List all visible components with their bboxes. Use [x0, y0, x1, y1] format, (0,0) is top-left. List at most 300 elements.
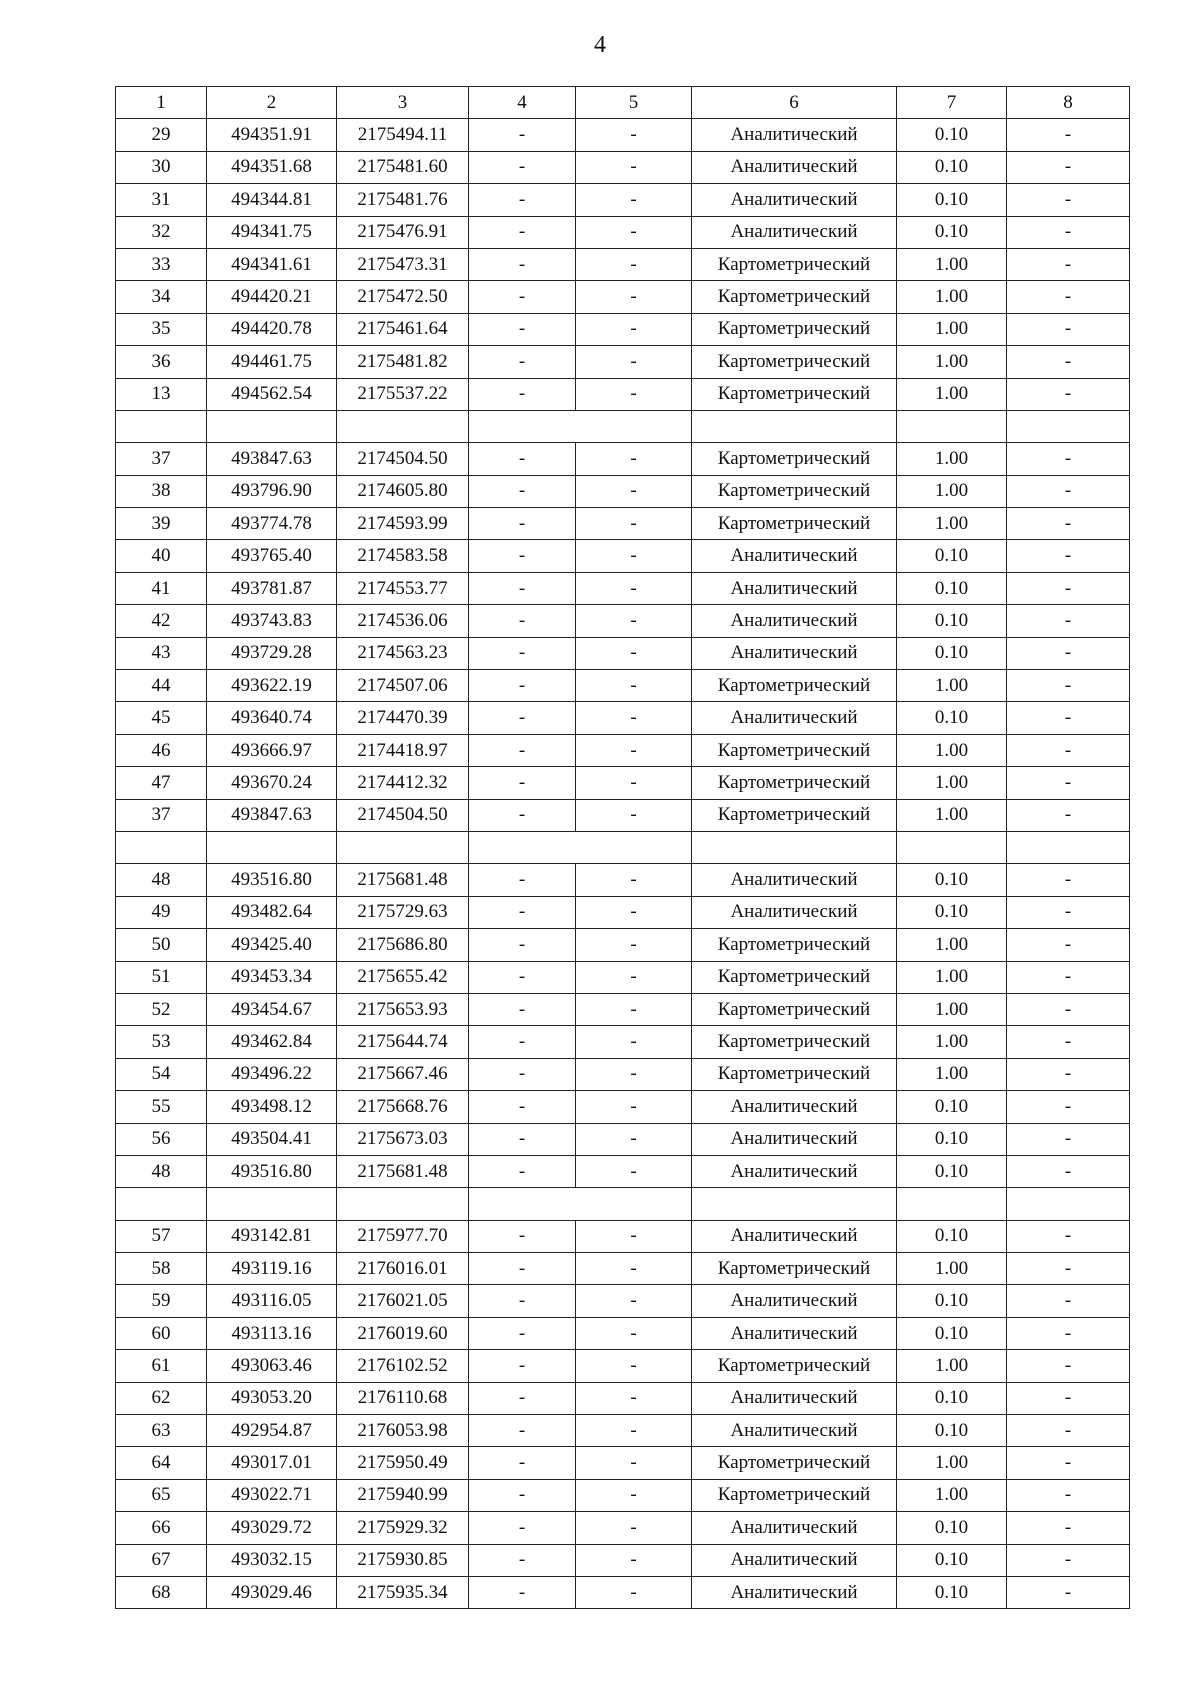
- header-row: [116, 87, 1130, 119]
- cell-col-4: -: [469, 151, 576, 183]
- table-row: [116, 540, 1130, 572]
- cell-col-5: -: [576, 151, 692, 183]
- cell-col-3: 2176016.01: [337, 1253, 469, 1285]
- cell-col-4: -: [469, 119, 576, 151]
- cell-col-1: 66: [116, 1512, 207, 1544]
- separator-cell: [897, 1188, 1007, 1220]
- cell-col-1: 67: [116, 1544, 207, 1576]
- cell-col-5: -: [576, 1382, 692, 1414]
- cell-col-1: 68: [116, 1576, 207, 1608]
- cell-col-5: -: [576, 799, 692, 831]
- cell-col-5: -: [576, 443, 692, 475]
- cell-col-8: -: [1007, 993, 1130, 1025]
- cell-col-4: -: [469, 605, 576, 637]
- cell-col-4: -: [469, 702, 576, 734]
- cell-col-1: 36: [116, 346, 207, 378]
- cell-col-6: Картометрический: [692, 961, 897, 993]
- cell-col-8: -: [1007, 1350, 1130, 1382]
- table-row: [116, 508, 1130, 540]
- cell-col-1: 48: [116, 864, 207, 896]
- cell-col-4: -: [469, 929, 576, 961]
- cell-col-5: -: [576, 929, 692, 961]
- cell-col-4: -: [469, 1058, 576, 1090]
- cell-col-8: -: [1007, 1544, 1130, 1576]
- table-row: [116, 864, 1130, 896]
- cell-col-6: Аналитический: [692, 1317, 897, 1349]
- cell-col-1: 48: [116, 1155, 207, 1187]
- cell-col-5: -: [576, 184, 692, 216]
- cell-col-7: 0.10: [897, 1317, 1007, 1349]
- cell-col-6: Картометрический: [692, 734, 897, 766]
- group-separator-row: [116, 831, 1130, 863]
- cell-col-4: -: [469, 346, 576, 378]
- cell-col-5: -: [576, 1512, 692, 1544]
- cell-col-2: 493454.67: [207, 993, 337, 1025]
- cell-col-2: 493765.40: [207, 540, 337, 572]
- cell-col-6: Картометрический: [692, 378, 897, 410]
- cell-col-2: 493670.24: [207, 767, 337, 799]
- cell-col-6: Аналитический: [692, 864, 897, 896]
- separator-cell: [116, 410, 207, 442]
- cell-col-4: -: [469, 378, 576, 410]
- cell-col-3: 2175686.80: [337, 929, 469, 961]
- table-row: [116, 1350, 1130, 1382]
- cell-col-2: 493029.72: [207, 1512, 337, 1544]
- cell-col-5: -: [576, 1479, 692, 1511]
- cell-col-1: 59: [116, 1285, 207, 1317]
- cell-col-3: 2176019.60: [337, 1317, 469, 1349]
- cell-col-4: -: [469, 1447, 576, 1479]
- cell-col-3: 2175473.31: [337, 248, 469, 280]
- cell-col-6: Картометрический: [692, 1479, 897, 1511]
- cell-col-4: -: [469, 475, 576, 507]
- cell-col-3: 2176110.68: [337, 1382, 469, 1414]
- separator-cell: [1007, 831, 1130, 863]
- cell-col-7: 1.00: [897, 346, 1007, 378]
- cell-col-7: 0.10: [897, 1220, 1007, 1252]
- table-row: [116, 1544, 1130, 1576]
- table-row: [116, 702, 1130, 734]
- table-row: [116, 1512, 1130, 1544]
- cell-col-3: 2174553.77: [337, 572, 469, 604]
- cell-col-5: -: [576, 119, 692, 151]
- cell-col-7: 1.00: [897, 1058, 1007, 1090]
- cell-col-2: 493743.83: [207, 605, 337, 637]
- cell-col-3: 2175729.63: [337, 896, 469, 928]
- cell-col-1: 37: [116, 443, 207, 475]
- cell-col-5: -: [576, 1447, 692, 1479]
- cell-col-5: -: [576, 1350, 692, 1382]
- cell-col-5: -: [576, 1285, 692, 1317]
- table-row: [116, 1447, 1130, 1479]
- separator-cell: [897, 831, 1007, 863]
- separator-cell: [692, 1188, 897, 1220]
- cell-col-7: 0.10: [897, 1091, 1007, 1123]
- cell-col-7: 0.10: [897, 1512, 1007, 1544]
- cell-col-2: 493029.46: [207, 1576, 337, 1608]
- cell-col-6: Аналитический: [692, 1544, 897, 1576]
- table-row: [116, 993, 1130, 1025]
- cell-col-7: 1.00: [897, 993, 1007, 1025]
- cell-col-3: 2174605.80: [337, 475, 469, 507]
- cell-col-5: -: [576, 1026, 692, 1058]
- cell-col-6: Аналитический: [692, 1576, 897, 1608]
- cell-col-3: 2176053.98: [337, 1415, 469, 1447]
- column-header-5: 5: [576, 87, 692, 119]
- cell-col-3: 2175481.82: [337, 346, 469, 378]
- cell-col-4: -: [469, 961, 576, 993]
- cell-col-6: Аналитический: [692, 216, 897, 248]
- cell-col-5: -: [576, 993, 692, 1025]
- table-row: [116, 1415, 1130, 1447]
- cell-col-8: -: [1007, 443, 1130, 475]
- cell-col-8: -: [1007, 605, 1130, 637]
- cell-col-7: 1.00: [897, 734, 1007, 766]
- table-row: [116, 151, 1130, 183]
- cell-col-6: Аналитический: [692, 151, 897, 183]
- cell-col-7: 0.10: [897, 702, 1007, 734]
- cell-col-4: -: [469, 1415, 576, 1447]
- cell-col-4: -: [469, 864, 576, 896]
- table-row: [116, 929, 1130, 961]
- cell-col-8: -: [1007, 119, 1130, 151]
- cell-col-4: -: [469, 508, 576, 540]
- cell-col-3: 2174593.99: [337, 508, 469, 540]
- table-row: [116, 1123, 1130, 1155]
- cell-col-8: -: [1007, 508, 1130, 540]
- table-body: [116, 119, 1130, 1609]
- cell-col-8: -: [1007, 1253, 1130, 1285]
- cell-col-5: -: [576, 1415, 692, 1447]
- cell-col-4: -: [469, 896, 576, 928]
- cell-col-2: 493119.16: [207, 1253, 337, 1285]
- cell-col-4: -: [469, 1253, 576, 1285]
- cell-col-3: 2174583.58: [337, 540, 469, 572]
- cell-col-1: 62: [116, 1382, 207, 1414]
- table-row: [116, 799, 1130, 831]
- table-row: [116, 281, 1130, 313]
- cell-col-2: 494562.54: [207, 378, 337, 410]
- cell-col-7: 0.10: [897, 1285, 1007, 1317]
- cell-col-4: -: [469, 1479, 576, 1511]
- cell-col-3: 2175673.03: [337, 1123, 469, 1155]
- cell-col-5: -: [576, 670, 692, 702]
- cell-col-3: 2175668.76: [337, 1091, 469, 1123]
- cell-col-2: 493729.28: [207, 637, 337, 669]
- cell-col-4: -: [469, 1285, 576, 1317]
- cell-col-3: 2175653.93: [337, 993, 469, 1025]
- cell-col-1: 31: [116, 184, 207, 216]
- cell-col-8: -: [1007, 1220, 1130, 1252]
- cell-col-3: 2175644.74: [337, 1026, 469, 1058]
- cell-col-6: Аналитический: [692, 572, 897, 604]
- cell-col-8: -: [1007, 1317, 1130, 1349]
- cell-col-3: 2174470.39: [337, 702, 469, 734]
- cell-col-7: 0.10: [897, 572, 1007, 604]
- cell-col-3: 2175655.42: [337, 961, 469, 993]
- cell-col-8: -: [1007, 1512, 1130, 1544]
- table-row: [116, 346, 1130, 378]
- column-header-6: 6: [692, 87, 897, 119]
- cell-col-6: Картометрический: [692, 248, 897, 280]
- cell-col-2: 493666.97: [207, 734, 337, 766]
- cell-col-8: -: [1007, 702, 1130, 734]
- cell-col-6: Картометрический: [692, 346, 897, 378]
- cell-col-7: 0.10: [897, 1576, 1007, 1608]
- cell-col-5: -: [576, 1253, 692, 1285]
- cell-col-3: 2174504.50: [337, 799, 469, 831]
- cell-col-5: -: [576, 1058, 692, 1090]
- table-row: [116, 1253, 1130, 1285]
- cell-col-1: 53: [116, 1026, 207, 1058]
- cell-col-6: Картометрический: [692, 1058, 897, 1090]
- cell-col-6: Картометрический: [692, 767, 897, 799]
- cell-col-6: Картометрический: [692, 799, 897, 831]
- separator-cell: [207, 1188, 337, 1220]
- cell-col-2: 493496.22: [207, 1058, 337, 1090]
- cell-col-7: 1.00: [897, 929, 1007, 961]
- cell-col-2: 493504.41: [207, 1123, 337, 1155]
- cell-col-2: 493116.05: [207, 1285, 337, 1317]
- cell-col-6: Аналитический: [692, 1155, 897, 1187]
- table-row: [116, 637, 1130, 669]
- cell-col-1: 49: [116, 896, 207, 928]
- cell-col-5: -: [576, 734, 692, 766]
- cell-col-6: Картометрический: [692, 508, 897, 540]
- cell-col-2: 493516.80: [207, 864, 337, 896]
- table-row: [116, 896, 1130, 928]
- cell-col-8: -: [1007, 1155, 1130, 1187]
- cell-col-2: 493017.01: [207, 1447, 337, 1479]
- cell-col-4: -: [469, 799, 576, 831]
- cell-col-3: 2175481.76: [337, 184, 469, 216]
- separator-cell: [116, 1188, 207, 1220]
- cell-col-1: 38: [116, 475, 207, 507]
- cell-col-2: 493063.46: [207, 1350, 337, 1382]
- cell-col-5: -: [576, 378, 692, 410]
- cell-col-4: -: [469, 1220, 576, 1252]
- cell-col-4: -: [469, 637, 576, 669]
- cell-col-5: -: [576, 508, 692, 540]
- table-row: [116, 443, 1130, 475]
- cell-col-3: 2176021.05: [337, 1285, 469, 1317]
- group-separator-row: [116, 1188, 1130, 1220]
- cell-col-4: -: [469, 572, 576, 604]
- cell-col-8: -: [1007, 1479, 1130, 1511]
- cell-col-7: 1.00: [897, 1253, 1007, 1285]
- cell-col-1: 43: [116, 637, 207, 669]
- cell-col-7: 0.10: [897, 637, 1007, 669]
- table-row: [116, 184, 1130, 216]
- cell-col-6: Аналитический: [692, 637, 897, 669]
- cell-col-4: -: [469, 313, 576, 345]
- cell-col-4: -: [469, 1026, 576, 1058]
- cell-col-1: 54: [116, 1058, 207, 1090]
- separator-cell: [469, 1188, 692, 1220]
- cell-col-1: 50: [116, 929, 207, 961]
- column-header-1: 1: [116, 87, 207, 119]
- cell-col-5: -: [576, 605, 692, 637]
- cell-col-3: 2175494.11: [337, 119, 469, 151]
- cell-col-6: Картометрический: [692, 670, 897, 702]
- cell-col-4: -: [469, 1091, 576, 1123]
- cell-col-5: -: [576, 896, 692, 928]
- cell-col-8: -: [1007, 1447, 1130, 1479]
- cell-col-2: 493847.63: [207, 443, 337, 475]
- cell-col-6: Картометрический: [692, 281, 897, 313]
- table-row: [116, 1479, 1130, 1511]
- cell-col-8: -: [1007, 1415, 1130, 1447]
- cell-col-6: Картометрический: [692, 313, 897, 345]
- cell-col-3: 2175481.60: [337, 151, 469, 183]
- cell-col-5: -: [576, 1317, 692, 1349]
- cell-col-4: -: [469, 1155, 576, 1187]
- cell-col-4: -: [469, 1512, 576, 1544]
- cell-col-3: 2174507.06: [337, 670, 469, 702]
- cell-col-1: 45: [116, 702, 207, 734]
- cell-col-5: -: [576, 475, 692, 507]
- cell-col-8: -: [1007, 346, 1130, 378]
- cell-col-8: -: [1007, 572, 1130, 604]
- cell-col-7: 1.00: [897, 475, 1007, 507]
- separator-cell: [1007, 410, 1130, 442]
- table-row: [116, 1091, 1130, 1123]
- table-row: [116, 1317, 1130, 1349]
- cell-col-5: -: [576, 1123, 692, 1155]
- cell-col-8: -: [1007, 864, 1130, 896]
- cell-col-1: 64: [116, 1447, 207, 1479]
- cell-col-8: -: [1007, 378, 1130, 410]
- cell-col-7: 1.00: [897, 313, 1007, 345]
- cell-col-2: 493516.80: [207, 1155, 337, 1187]
- table-row: [116, 605, 1130, 637]
- cell-col-7: 1.00: [897, 1447, 1007, 1479]
- cell-col-5: -: [576, 702, 692, 734]
- cell-col-6: Аналитический: [692, 1220, 897, 1252]
- cell-col-8: -: [1007, 767, 1130, 799]
- cell-col-5: -: [576, 961, 692, 993]
- column-header-7: 7: [897, 87, 1007, 119]
- cell-col-7: 0.10: [897, 1123, 1007, 1155]
- cell-col-7: 0.10: [897, 540, 1007, 572]
- cell-col-6: Аналитический: [692, 1091, 897, 1123]
- cell-col-4: -: [469, 443, 576, 475]
- cell-col-8: -: [1007, 475, 1130, 507]
- cell-col-1: 58: [116, 1253, 207, 1285]
- cell-col-8: -: [1007, 961, 1130, 993]
- cell-col-2: 493847.63: [207, 799, 337, 831]
- column-header-8: 8: [1007, 87, 1130, 119]
- cell-col-1: 41: [116, 572, 207, 604]
- coordinates-table: [115, 86, 1130, 1609]
- cell-col-6: Картометрический: [692, 1350, 897, 1382]
- cell-col-6: Аналитический: [692, 119, 897, 151]
- cell-col-6: Аналитический: [692, 1512, 897, 1544]
- cell-col-7: 0.10: [897, 184, 1007, 216]
- cell-col-7: 1.00: [897, 378, 1007, 410]
- cell-col-3: 2175667.46: [337, 1058, 469, 1090]
- cell-col-3: 2175476.91: [337, 216, 469, 248]
- cell-col-6: Картометрический: [692, 1253, 897, 1285]
- cell-col-3: 2175977.70: [337, 1220, 469, 1252]
- cell-col-5: -: [576, 864, 692, 896]
- cell-col-8: -: [1007, 151, 1130, 183]
- table-row: [116, 961, 1130, 993]
- cell-col-2: 493053.20: [207, 1382, 337, 1414]
- table-row: [116, 119, 1130, 151]
- cell-col-7: 0.10: [897, 1544, 1007, 1576]
- cell-col-7: 1.00: [897, 767, 1007, 799]
- cell-col-2: 494420.21: [207, 281, 337, 313]
- cell-col-1: 32: [116, 216, 207, 248]
- table-row: [116, 1058, 1130, 1090]
- cell-col-3: 2176102.52: [337, 1350, 469, 1382]
- cell-col-8: -: [1007, 734, 1130, 766]
- cell-col-8: -: [1007, 1576, 1130, 1608]
- cell-col-5: -: [576, 540, 692, 572]
- cell-col-8: -: [1007, 248, 1130, 280]
- table-row: [116, 572, 1130, 604]
- separator-cell: [692, 831, 897, 863]
- cell-col-2: 493425.40: [207, 929, 337, 961]
- cell-col-1: 61: [116, 1350, 207, 1382]
- cell-col-1: 55: [116, 1091, 207, 1123]
- cell-col-2: 494341.75: [207, 216, 337, 248]
- separator-cell: [469, 410, 692, 442]
- table-row: [116, 1576, 1130, 1608]
- cell-col-2: 494351.68: [207, 151, 337, 183]
- cell-col-3: 2175681.48: [337, 864, 469, 896]
- cell-col-2: 493796.90: [207, 475, 337, 507]
- cell-col-1: 35: [116, 313, 207, 345]
- cell-col-2: 493640.74: [207, 702, 337, 734]
- cell-col-8: -: [1007, 1382, 1130, 1414]
- cell-col-8: -: [1007, 1058, 1130, 1090]
- cell-col-6: Аналитический: [692, 605, 897, 637]
- cell-col-4: -: [469, 248, 576, 280]
- cell-col-6: Картометрический: [692, 1026, 897, 1058]
- cell-col-8: -: [1007, 184, 1130, 216]
- cell-col-2: 493113.16: [207, 1317, 337, 1349]
- table-row: [116, 734, 1130, 766]
- cell-col-6: Картометрический: [692, 929, 897, 961]
- table-row: [116, 313, 1130, 345]
- table-row: [116, 1285, 1130, 1317]
- cell-col-4: -: [469, 184, 576, 216]
- cell-col-4: -: [469, 1317, 576, 1349]
- cell-col-1: 33: [116, 248, 207, 280]
- column-header-2: 2: [207, 87, 337, 119]
- separator-cell: [1007, 1188, 1130, 1220]
- cell-col-3: 2175930.85: [337, 1544, 469, 1576]
- cell-col-8: -: [1007, 637, 1130, 669]
- cell-col-7: 1.00: [897, 508, 1007, 540]
- cell-col-3: 2175950.49: [337, 1447, 469, 1479]
- cell-col-8: -: [1007, 1285, 1130, 1317]
- cell-col-8: -: [1007, 929, 1130, 961]
- cell-col-7: 0.10: [897, 1155, 1007, 1187]
- cell-col-4: -: [469, 670, 576, 702]
- separator-cell: [469, 831, 692, 863]
- cell-col-3: 2174504.50: [337, 443, 469, 475]
- cell-col-1: 42: [116, 605, 207, 637]
- cell-col-4: -: [469, 1350, 576, 1382]
- cell-col-1: 47: [116, 767, 207, 799]
- table-row: [116, 378, 1130, 410]
- table-row: [116, 1382, 1130, 1414]
- cell-col-4: -: [469, 540, 576, 572]
- cell-col-6: Аналитический: [692, 184, 897, 216]
